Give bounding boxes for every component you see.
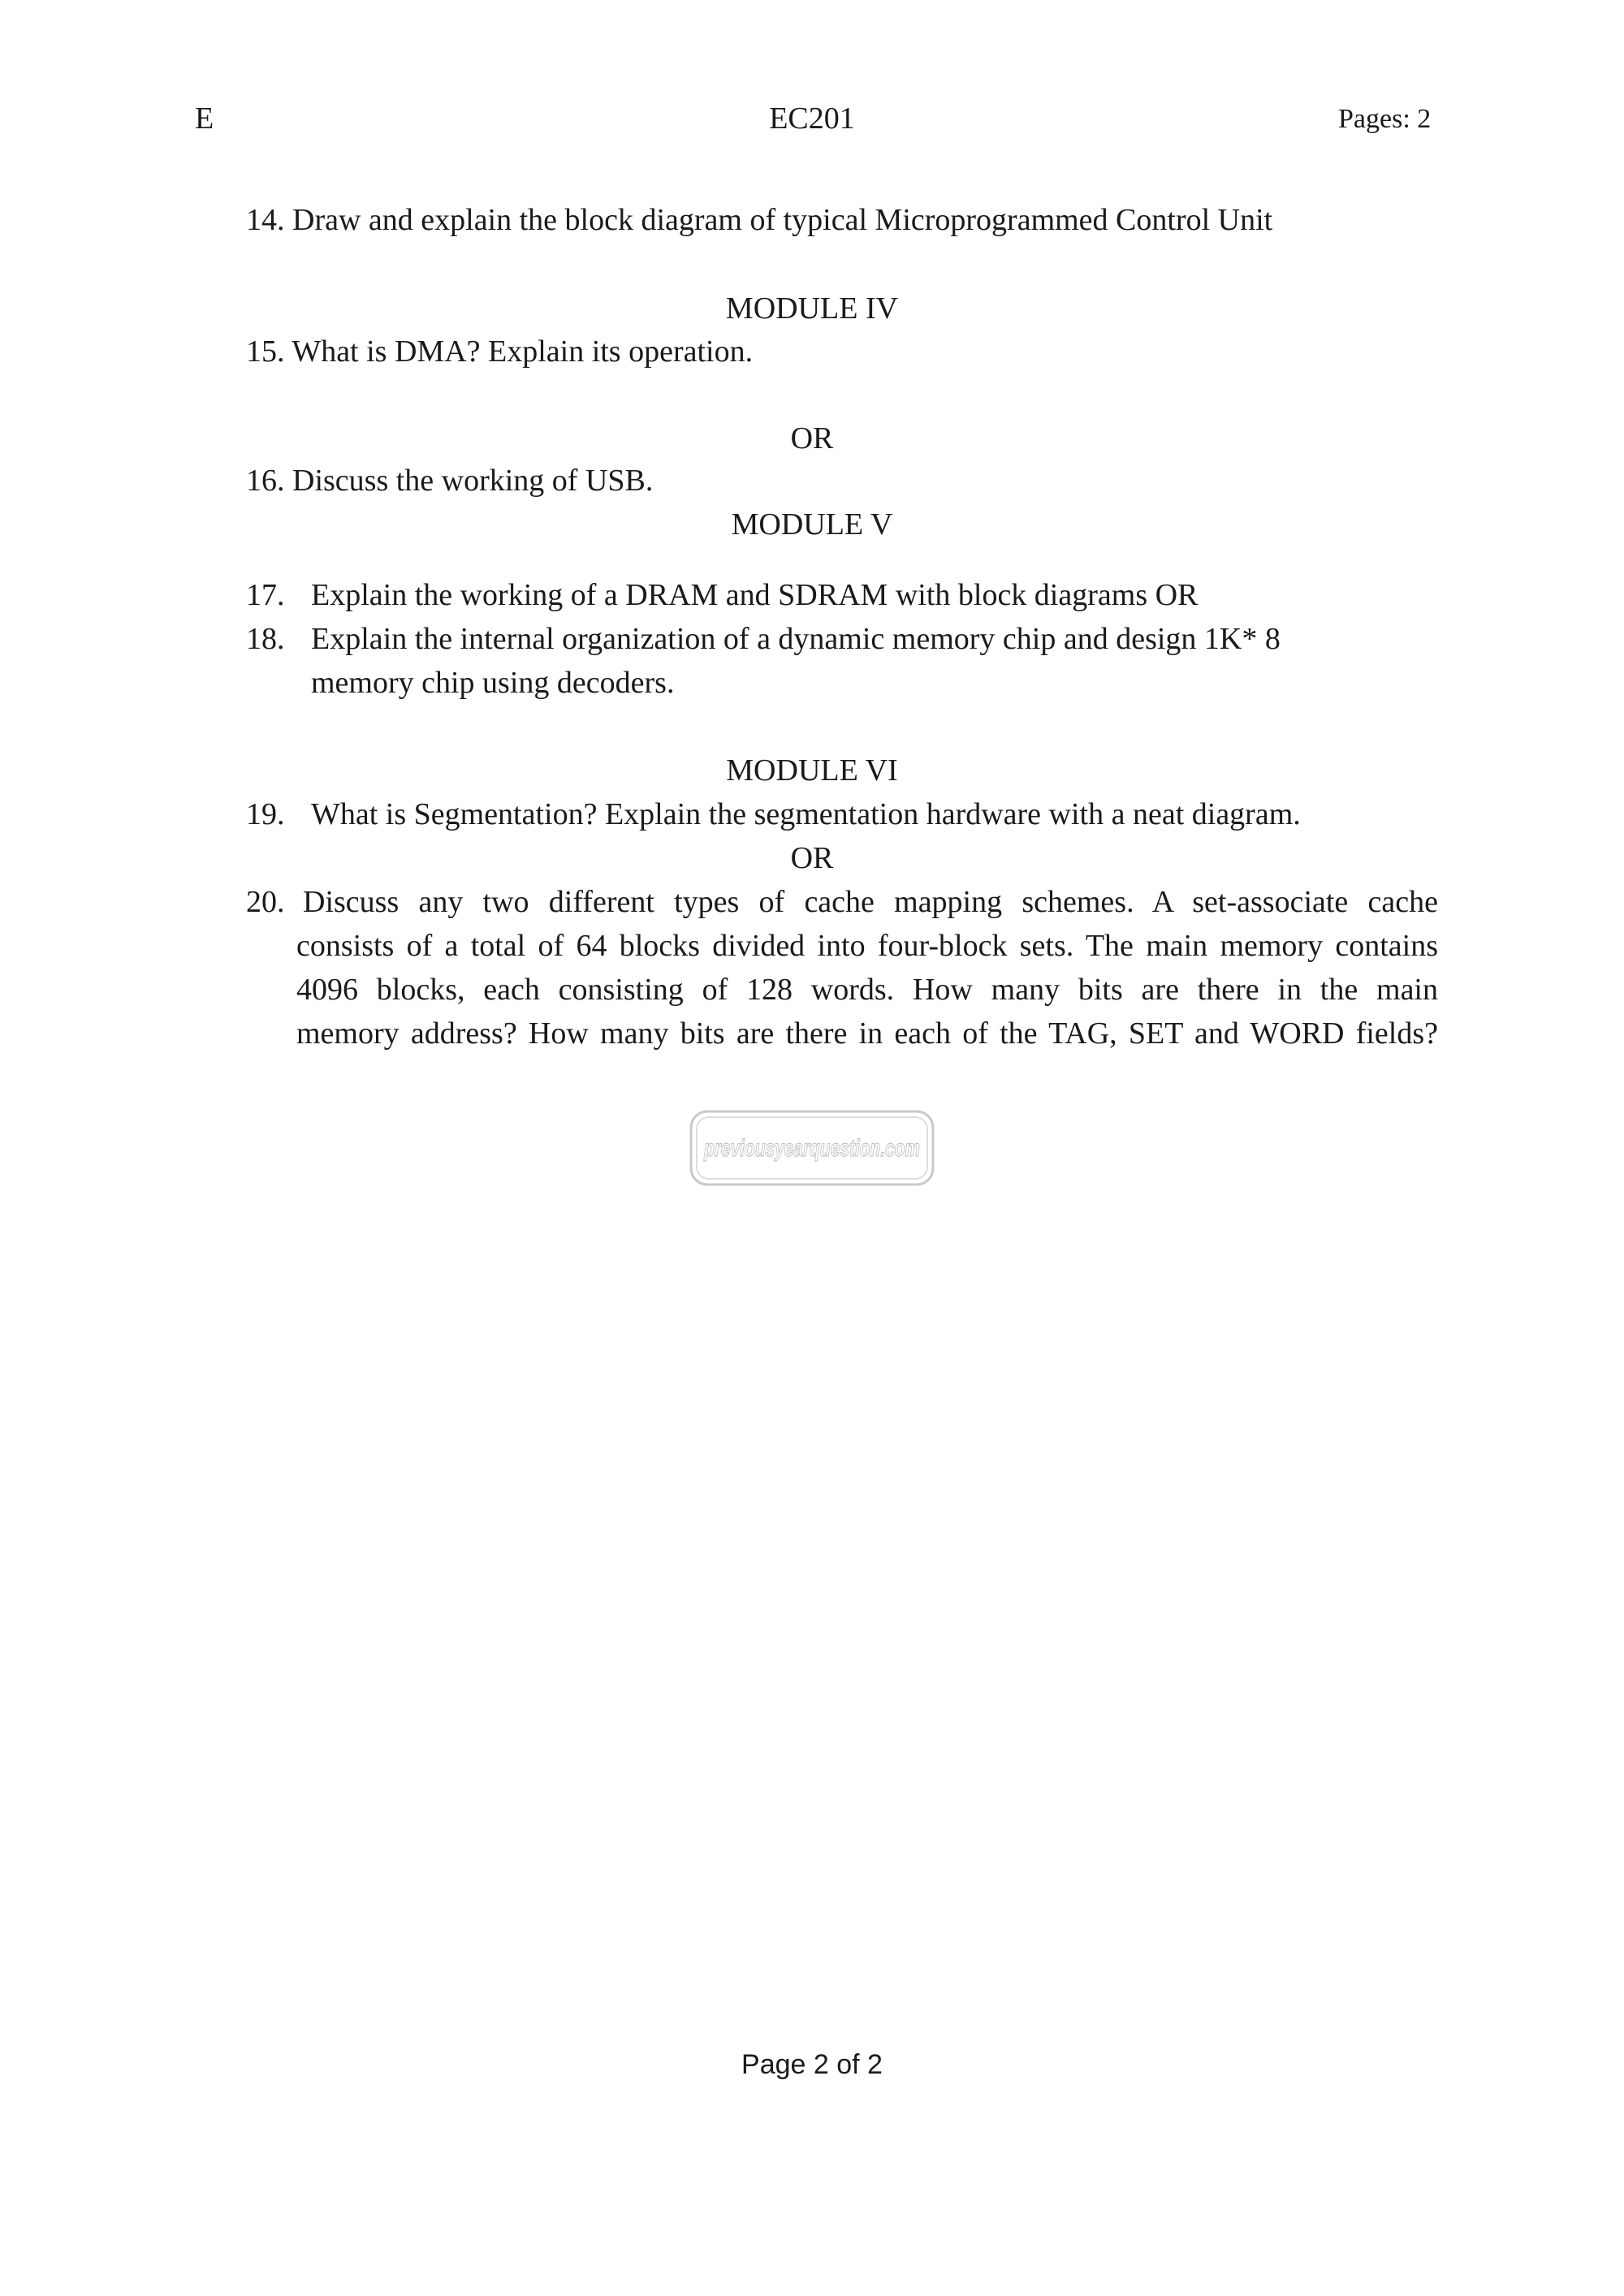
or-separator: OR [790, 421, 834, 455]
question-text-line: memory chip using decoders. [311, 666, 675, 700]
question-text-line: consists of a total of 64 blocks divided into four-block sets. The main memory contains [296, 929, 1438, 963]
question-text-line: 4096 blocks, each consisting of 128 words. How many bits are there in the main [296, 973, 1438, 1007]
page-count: Pages: 2 [1338, 104, 1432, 134]
page-footer: Page 2 of 2 [741, 2049, 883, 2080]
question-text: What is Segmentation? Explain the segmentation hardware with a neat diagram. [311, 797, 1301, 831]
module-iv-heading: MODULE IV [725, 291, 899, 326]
question-20 [246, 880, 1438, 1067]
question-text: Discuss the working of USB. [292, 464, 654, 498]
question-number: 14. [246, 203, 285, 237]
question-number: 16. [246, 464, 285, 498]
svg-text:previousyearquestion.com: previousyearquestion.com [703, 1135, 920, 1162]
question-text-line: memory address? How many bits are there in each of the TAG, SET and WORD fields? [296, 1016, 1438, 1051]
set-code: E [195, 101, 214, 136]
question-14 [246, 198, 1272, 242]
question-text-line: Discuss any two different types of cache mapping schemes. A set-associate cache [303, 885, 1438, 919]
question-number: 17. [246, 578, 285, 612]
question-16 [246, 459, 653, 503]
question-number: 15. [246, 334, 285, 369]
watermark-logo [689, 1109, 935, 1187]
question-text: Explain the working of a DRAM and SDRAM with block diagrams OR [311, 578, 1199, 612]
question-number: 19. [246, 797, 285, 831]
question-15 [246, 330, 753, 373]
question-number: 18. [246, 622, 285, 656]
or-separator: OR [790, 841, 834, 875]
module-vi-heading: MODULE VI [726, 753, 898, 788]
question-text: What is DMA? Explain its operation. [292, 334, 754, 369]
question-number: 20. [246, 885, 285, 919]
question-18 [246, 617, 1448, 706]
module-v-heading: MODULE V [731, 507, 893, 542]
question-text-line: Explain the internal organization of a dynamic memory chip and design 1K* 8 [311, 622, 1281, 656]
course-code: EC201 [769, 101, 855, 136]
question-text: Draw and explain the block diagram of typical Microprogrammed Control Unit [292, 203, 1273, 237]
